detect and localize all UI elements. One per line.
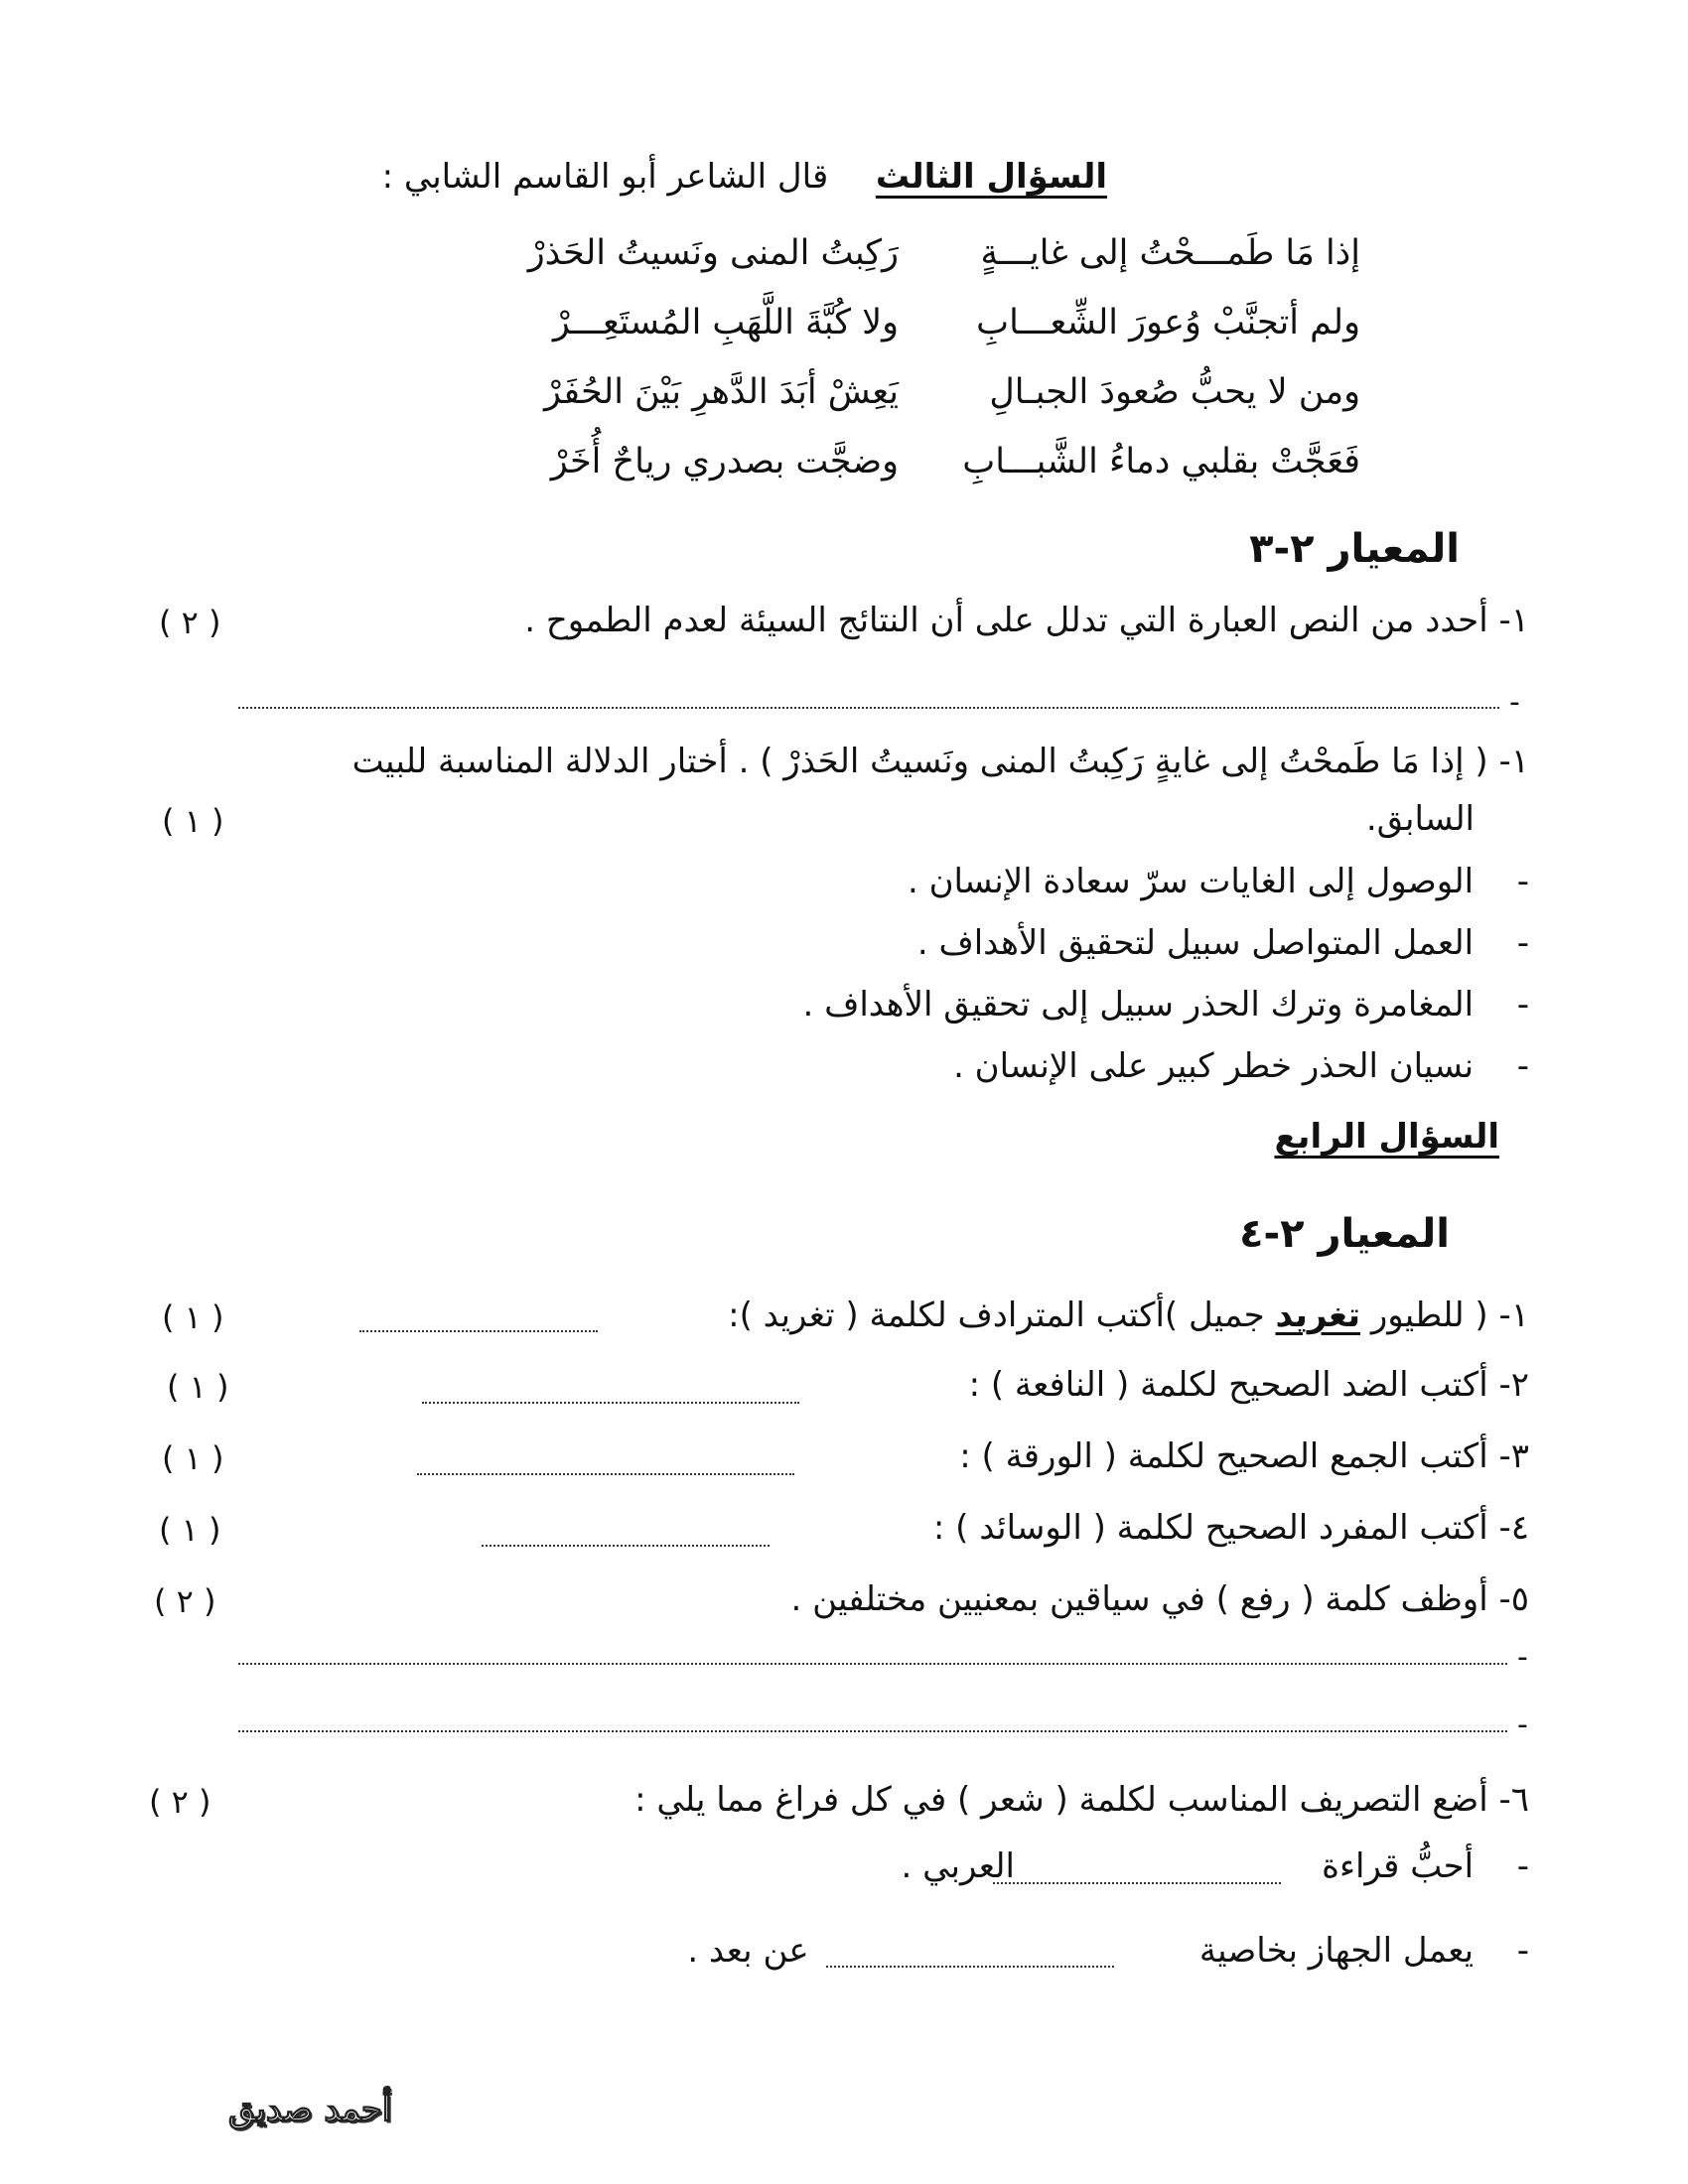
q4-item6-blank-1	[902, 1846, 1529, 1887]
q4-item3-mark: ( ١ )	[162, 1439, 224, 1477]
verse-2-first: ولم أتجنَّبْ وُعورَ الشِّعـــابِ	[976, 303, 1360, 342]
q3-item2-line2: السابق.	[1365, 799, 1475, 839]
q4-item5-answer-line-1[interactable]	[238, 1663, 1507, 1665]
option-bullet: -	[1516, 862, 1529, 901]
blank-bullet: -	[1516, 1931, 1529, 1971]
verse-4-second: وضجَّت بصدري رياحٌ أُخَرْ	[550, 442, 899, 481]
q4-item6-blank-2-line[interactable]	[826, 1966, 1114, 1968]
option-2-text: العمل المتواصل سبيل لتحقيق الأهداف .	[916, 923, 1475, 963]
q4-item3-answer-line[interactable]	[417, 1473, 794, 1475]
q3-item2-line1: ١- ( إذا مَا طَمحْتُ إلى غايةٍ رَكِبتُ المنى ونَسيتُ الحَذرْ ) . أختار الدلالة المناسبة للبيت	[352, 742, 1529, 781]
option-3-text: المغامرة وترك الحذر سبيل إلى تحقيق الأهداف .	[802, 985, 1475, 1024]
q4-item1-text: ١- ( للطيور تغريد جميل )أكتب المترادف لكلمة ( تغريد ):	[728, 1296, 1529, 1335]
verse-4-first: فَعَجَّتْ بقلبي دماءُ الشَّبـــابِ	[962, 442, 1360, 481]
author-signature: أحمد صديق	[228, 2090, 392, 2129]
blank-1-after: العربي .	[901, 1846, 1015, 1886]
q3-heading: السؤال الثالث	[875, 157, 1107, 197]
q3-item1-answer-line[interactable]	[238, 707, 1499, 709]
q3-item1-mark: ( ٢ )	[159, 604, 221, 641]
option-1[interactable]	[908, 862, 1529, 902]
q3-item2-mark: ( ١ )	[162, 802, 224, 840]
q4-item1-mark: ( ١ )	[162, 1298, 224, 1336]
q4-heading: السؤال الرابع	[1274, 1117, 1499, 1157]
q3-header	[382, 157, 1107, 198]
option-4[interactable]	[953, 1046, 1529, 1087]
q4-item3-text: ٣- أكتب الجمع الصحيح لكلمة ( الورقة ) :	[959, 1436, 1529, 1476]
q4-item5-answer-line-2[interactable]	[238, 1730, 1507, 1732]
verse-3-first: ومن لا يحبُّ صُعودَ الجبـالِ	[989, 372, 1360, 412]
answer-dash: -	[1517, 1707, 1528, 1742]
q4-standard: المعيار ٢-٤	[1239, 1211, 1450, 1257]
option-2[interactable]	[917, 923, 1529, 964]
q4-item5-text: ٥- أوظف كلمة ( رفع ) في سياقين بمعنيين مختلفين .	[790, 1579, 1529, 1619]
blank-bullet: -	[1516, 1846, 1529, 1886]
verse-1-second: رَكِبتُ المنى ونَسيتُ الحَذرْ	[527, 233, 899, 273]
q4-item2-answer-line[interactable]	[422, 1402, 799, 1404]
q4-item4-mark: ( ١ )	[159, 1511, 221, 1549]
option-bullet: -	[1516, 985, 1529, 1024]
q4-item2-mark: ( ١ )	[167, 1368, 229, 1406]
q4-item1-answer-line[interactable]	[359, 1330, 598, 1332]
q4-item4-answer-line[interactable]	[482, 1545, 770, 1547]
verse-3-second: يَعِشْ أبَدَ الدَّهرِ بَيْنَ الحُفَرْ	[543, 372, 899, 412]
option-bullet: -	[1516, 1046, 1529, 1086]
blank-1-before: أحبُّ قراءة	[1322, 1846, 1475, 1886]
option-bullet: -	[1516, 923, 1529, 963]
answer-dash: -	[1517, 1640, 1528, 1675]
blank-2-before: يعمل الجهاز بخاصية	[1198, 1931, 1475, 1971]
option-3[interactable]	[803, 985, 1530, 1025]
q4-item5-mark: ( ٢ )	[154, 1582, 216, 1620]
q4-item6-text: ٦- أضع التصريف المناسب لكلمة ( شعر ) في كل فراغ مما يلي :	[634, 1780, 1529, 1820]
q4-item2-text: ٢- أكتب الضد الصحيح لكلمة ( النافعة ) :	[968, 1365, 1529, 1405]
option-4-text: نسيان الحذر خطر كبير على الإنسان .	[953, 1046, 1475, 1086]
underlined-word: تغريد	[1275, 1296, 1361, 1335]
q3-intro: قال الشاعر أبو القاسم الشابي :	[381, 157, 829, 197]
q4-item6-blank-1-line[interactable]	[993, 1882, 1281, 1884]
verse-2-second: ولا كُبَّةَ اللَّهَبِ المُستَعِـــرْ	[552, 303, 899, 342]
q3-standard: المعيار ٢-٣	[1249, 526, 1460, 572]
q4-item4-text: ٤- أكتب المفرد الصحيح لكلمة ( الوسائد ) :	[932, 1508, 1529, 1548]
blank-2-after: عن بعد .	[687, 1931, 809, 1971]
answer-dash: -	[1509, 685, 1520, 720]
q4-item6-mark: ( ٢ )	[149, 1783, 211, 1821]
q3-item1-text: ١- أحدد من النص العبارة التي تدلل على أن النتائج السيئة لعدم الطموح .	[524, 601, 1529, 640]
option-1-text: الوصول إلى الغايات سرّ سعادة الإنسان .	[907, 862, 1475, 901]
verse-1-first: إذا مَا طَمـــحْتُ إلى غايـــةٍ	[980, 233, 1360, 273]
